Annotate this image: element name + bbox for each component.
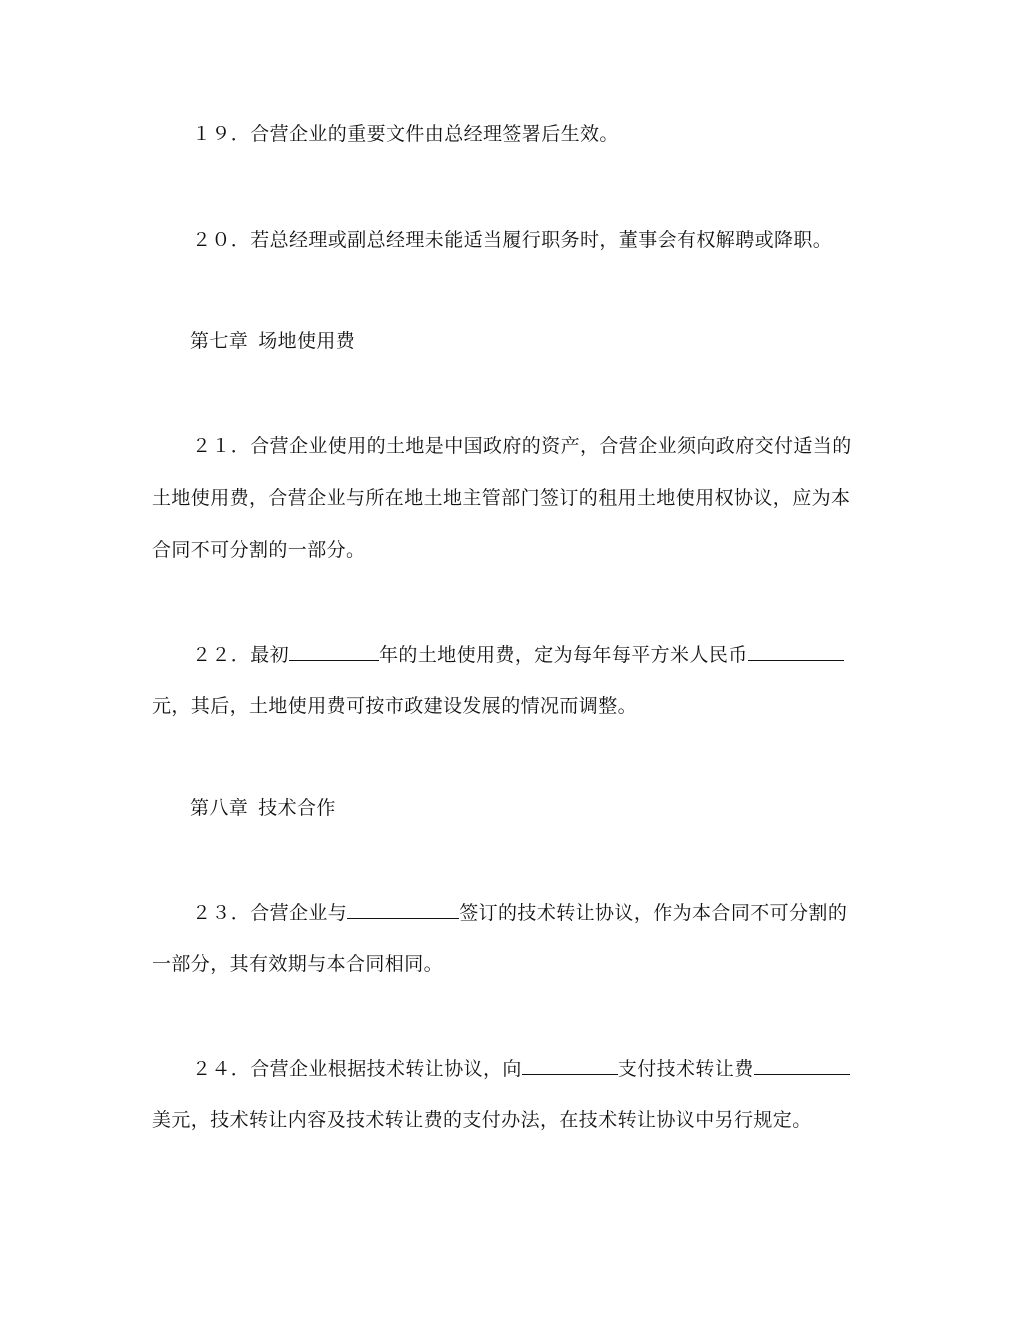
clause-number: ２１． — [192, 435, 251, 457]
clause-23-line-2: 一部分，其有效期与本合同相同。 — [152, 953, 444, 975]
chapter-title: 技术合作 — [258, 797, 336, 819]
clause-number: ２３． — [192, 902, 251, 924]
clause-20 — [192, 228, 832, 252]
clause-text: 签订的技术转让协议，作为本合同不可分割的 — [459, 902, 848, 924]
clause-number: １９． — [192, 123, 251, 145]
clause-text: 若总经理或副总经理未能适当履行职务时，董事会有权解聘或降职。 — [250, 229, 833, 251]
fill-in-blank-party[interactable] — [347, 900, 459, 919]
clause-text: 合营企业根据技术转让协议，向 — [250, 1058, 522, 1080]
chapter-label: 第七章 — [190, 330, 249, 352]
clause-23-line-1 — [192, 900, 847, 925]
clause-text: 支付技术转让费 — [617, 1058, 754, 1080]
clause-number: ２４． — [192, 1058, 251, 1080]
clause-text: 合营企业与 — [250, 902, 348, 924]
clause-text: 合营企业的重要文件由总经理签署后生效。 — [250, 123, 619, 145]
chapter-label: 第八章 — [190, 797, 249, 819]
clause-24-line-1 — [192, 1056, 850, 1081]
clause-text: 合营企业使用的土地是中国政府的资产，合营企业须向政府交付适当的 — [250, 435, 852, 457]
clause-number: ２２． — [192, 644, 251, 666]
clause-text: 最初 — [250, 644, 290, 666]
chapter-title: 场地使用费 — [258, 330, 356, 352]
clause-22-line-2: 元，其后，土地使用费可按市政建设发展的情况而调整。 — [152, 695, 638, 717]
clause-24-line-2: 美元，技术转让内容及技术转让费的支付办法，在技术转让协议中另行规定。 — [152, 1109, 812, 1131]
clause-22-line-1 — [192, 642, 844, 667]
fill-in-blank-usd-amount[interactable] — [754, 1056, 850, 1075]
fill-in-blank-rmb-amount[interactable] — [748, 642, 844, 661]
chapter-8-heading — [190, 796, 336, 820]
fill-in-blank-recipient[interactable] — [522, 1056, 618, 1075]
clause-21-line-1 — [192, 434, 852, 458]
fill-in-blank-years[interactable] — [289, 642, 379, 661]
clause-21-line-3: 合同不可分割的一部分。 — [152, 539, 366, 561]
clause-text: 年的土地使用费，定为每年每平方米人民币 — [379, 644, 748, 666]
clause-19 — [192, 122, 619, 146]
chapter-7-heading — [190, 329, 355, 353]
clause-number: ２０． — [192, 229, 251, 251]
clause-21-line-2: 土地使用费，合营企业与所在地土地主管部门签订的租用土地使用权协议，应为本 — [152, 487, 851, 509]
